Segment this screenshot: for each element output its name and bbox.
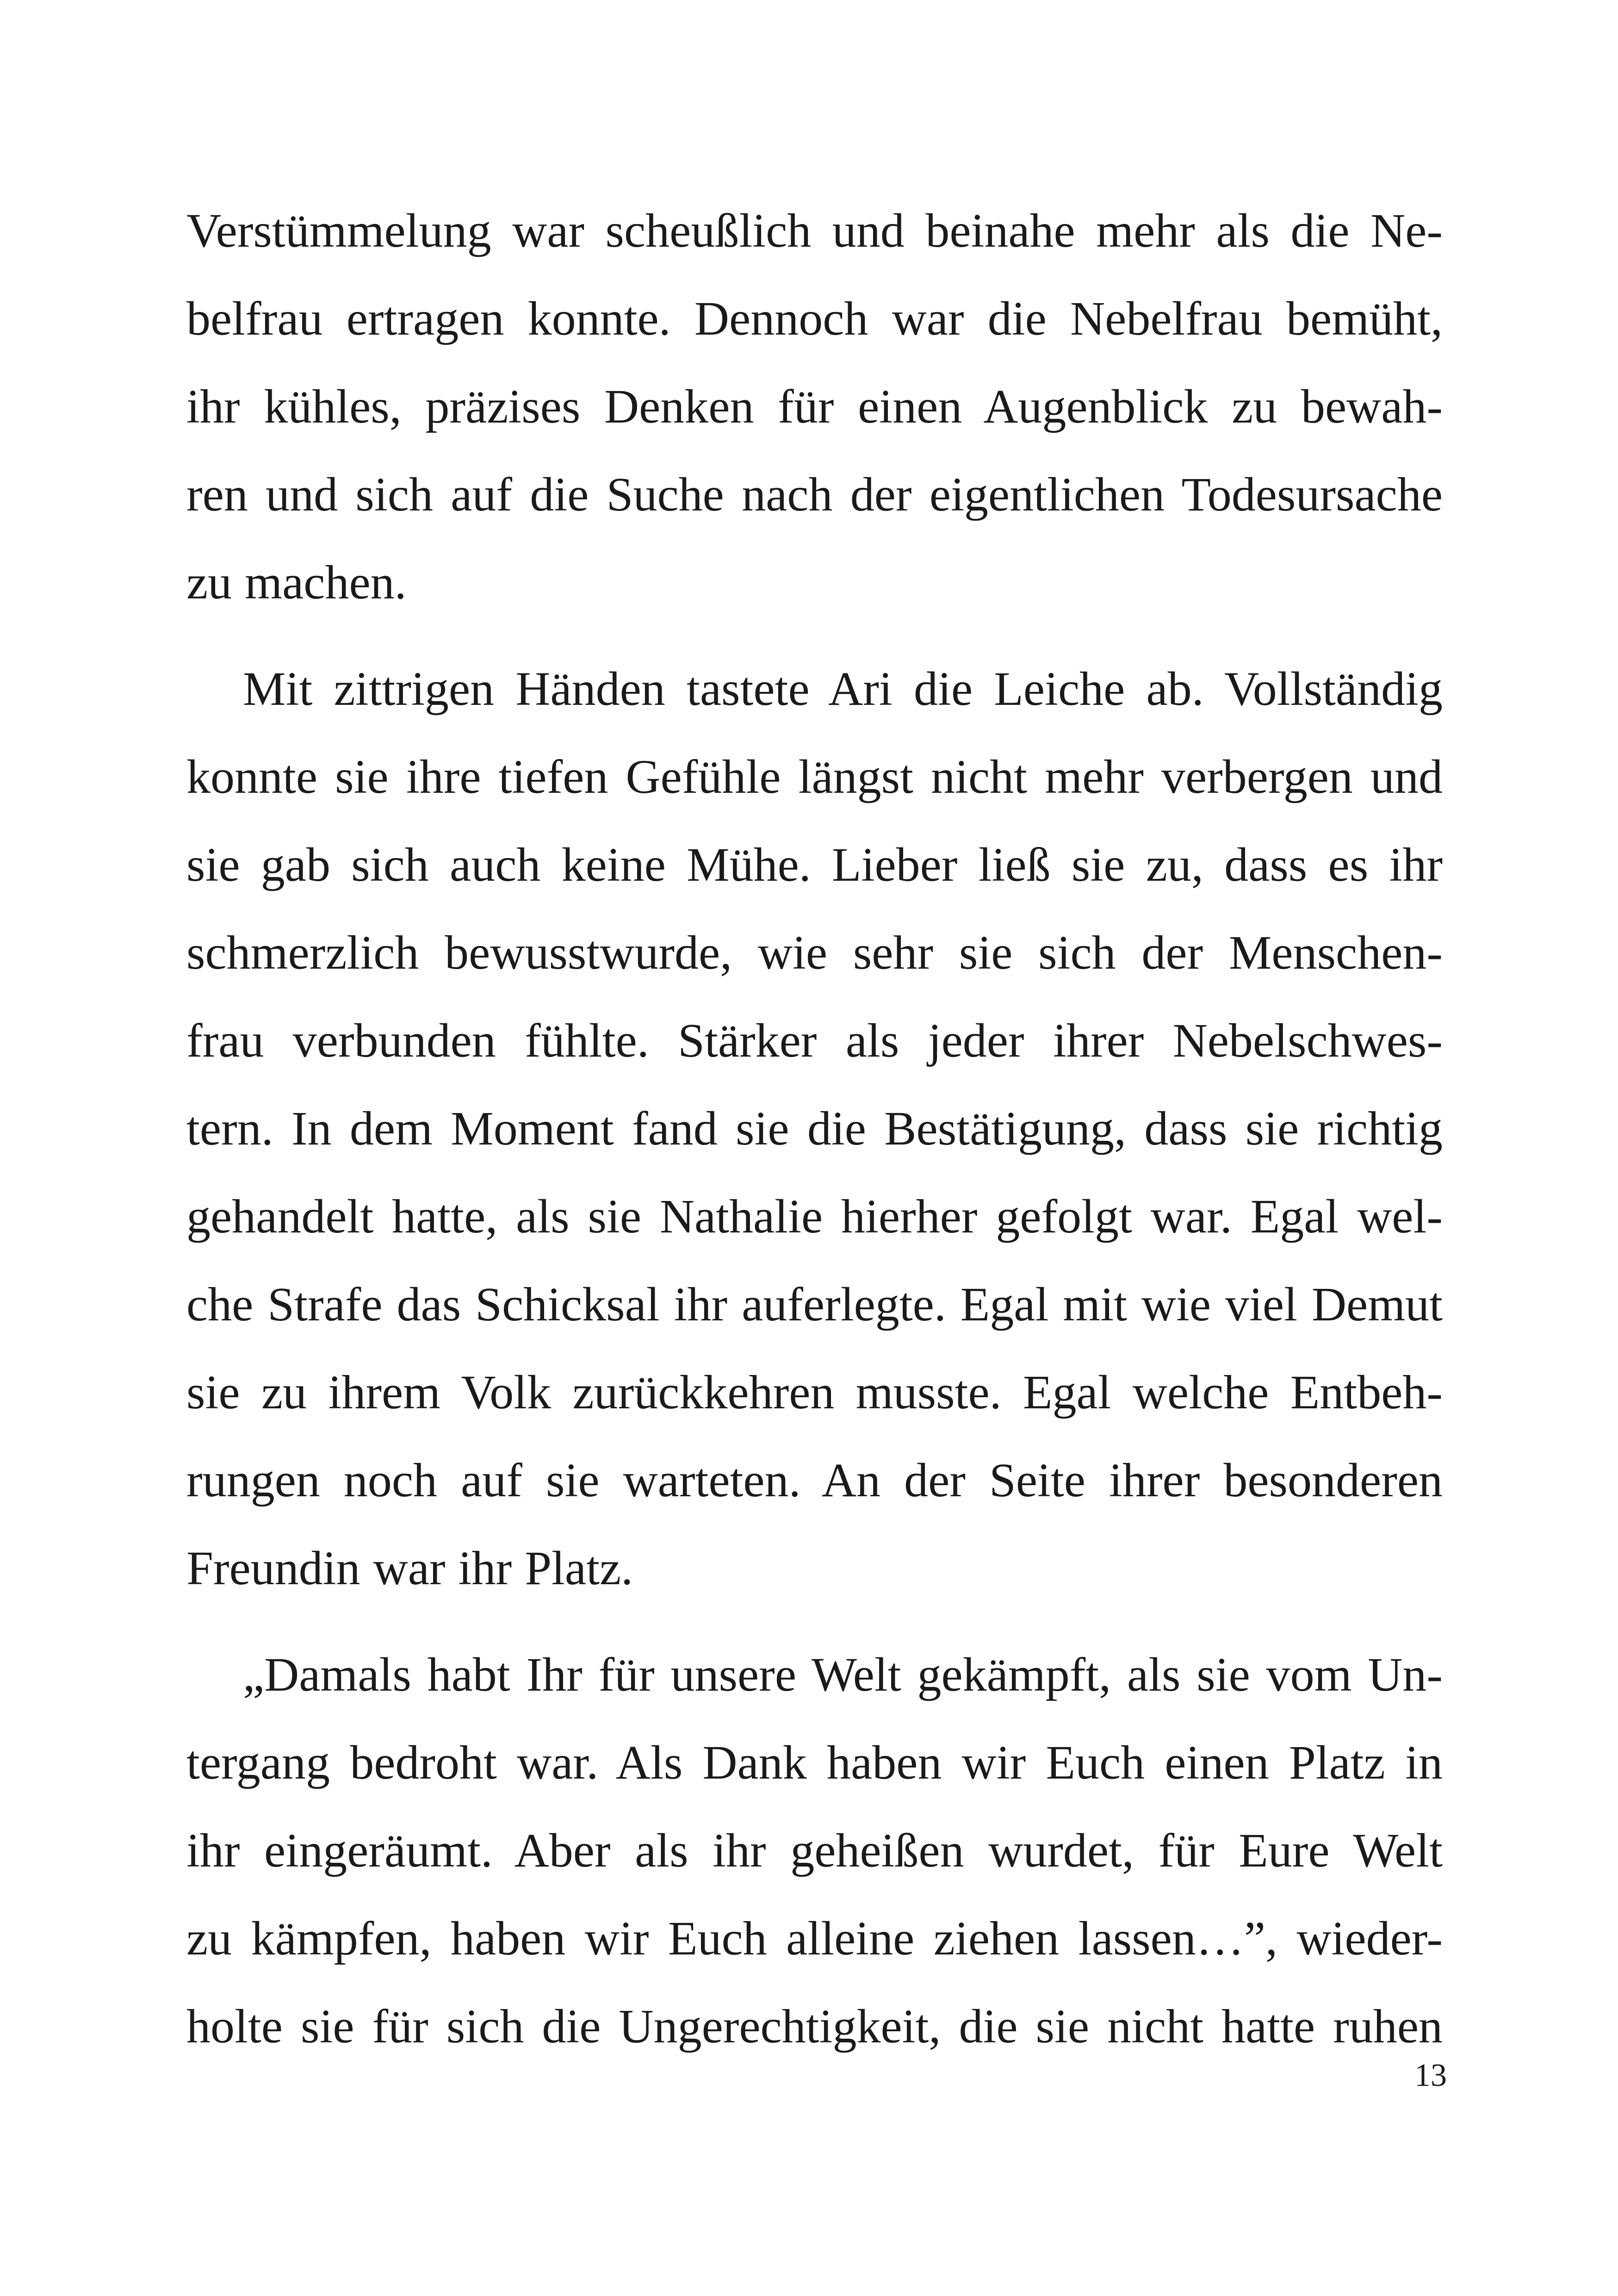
text-line: sie gab sich auch keine Mühe. Lieber ließ sie zu, dass es ihr — [186, 838, 1443, 891]
text-line: Verstümmelung war scheußlich und beinahe mehr als die Ne- — [186, 204, 1443, 257]
paragraph — [186, 187, 1443, 627]
text-line: holte sie für sich die Ungerechtigkeit, die sie nicht hatte ruhen — [186, 2000, 1443, 2053]
text-line: tergang bedroht war. Als Dank haben wir Euch einen Platz in — [186, 1736, 1443, 1789]
text-line: ihr eingeräumt. Aber als ihr geheißen wurdet, für Eure Welt — [186, 1824, 1443, 1877]
text-line: Freundin war ihr Platz. — [186, 1542, 633, 1595]
text-line: „Damals habt Ihr für unsere Welt gekämpft, als sie vom Un- — [243, 1648, 1443, 1701]
text-line: frau verbunden fühlte. Stärker als jeder ihrer Nebelschwes- — [186, 1014, 1443, 1067]
text-line: ren und sich auf die Suche nach der eigentlichen Todesursache — [186, 468, 1443, 521]
text-line: sie zu ihrem Volk zurückkehren musste. Egal welche Entbeh- — [186, 1366, 1443, 1419]
paragraph-gap — [186, 627, 1443, 645]
paragraph-gap — [186, 1612, 1443, 1631]
body-text — [186, 187, 1443, 2071]
text-line: zu kämpfen, haben wir Euch alleine ziehen lassen…”, wieder- — [186, 1912, 1443, 1965]
text-line: konnte sie ihre tiefen Gefühle längst nicht mehr verbergen und — [186, 750, 1443, 803]
text-line: Mit zittrigen Händen tastete Ari die Leiche ab. Vollständig — [243, 662, 1443, 716]
text-line: tern. In dem Moment fand sie die Bestätigung, dass sie richtig — [186, 1102, 1443, 1155]
page-number: 13 — [1414, 2058, 1447, 2093]
paragraph — [186, 1631, 1443, 2071]
text-line: zu machen. — [186, 556, 407, 609]
text-line: belfrau ertragen konnte. Dennoch war die Nebelfrau bemüht, — [186, 292, 1443, 345]
text-line: che Strafe das Schicksal ihr auferlegte. Egal mit wie viel Demut — [186, 1278, 1443, 1331]
text-line: gehandelt hatte, als sie Nathalie hierher gefolgt war. Egal wel- — [186, 1190, 1443, 1243]
paragraph — [186, 645, 1443, 1612]
text-line: ihr kühles, präzises Denken für einen Augenblick zu bewah- — [186, 380, 1443, 433]
text-line: schmerzlich bewusstwurde, wie sehr sie sich der Menschen- — [186, 926, 1443, 979]
text-line: rungen noch auf sie warteten. An der Seite ihrer besonderen — [186, 1454, 1443, 1507]
